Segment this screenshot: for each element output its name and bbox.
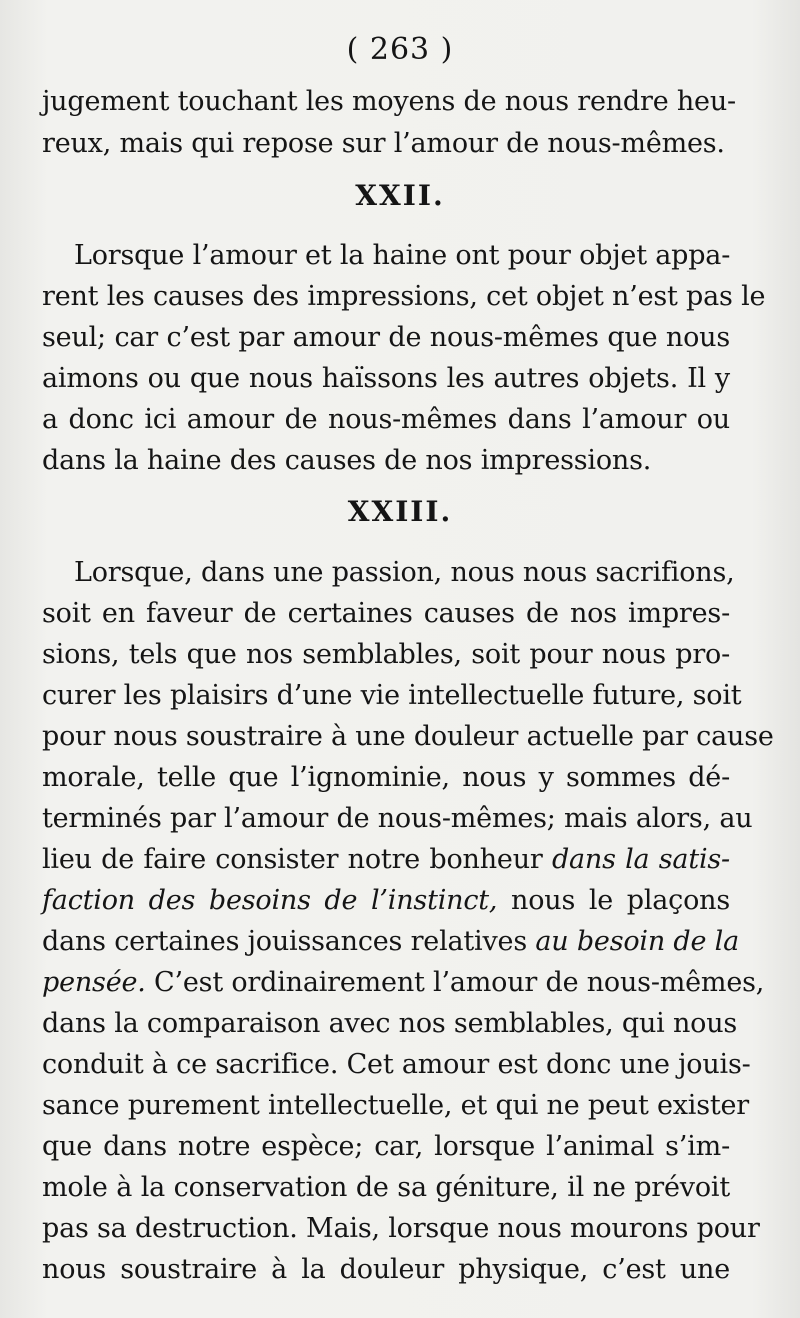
page-number: ( 263 )	[346, 32, 454, 67]
paragraph-xxiii-line-6: morale, telle que l’ignominie, nous y sommes dé-	[42, 762, 730, 793]
paragraph-xxii-line-2: rent les causes des impressions, cet objet n’est pas le	[42, 281, 766, 312]
paragraph-xxii-line-5: a donc ici amour de nous-mêmes dans l’amour ou	[42, 404, 730, 435]
paragraph-xxiii-line-16: mole à la conservation de sa géniture, il ne prévoit	[42, 1172, 730, 1203]
paragraph-xxiii-line-18: nous soustraire à la douleur physique, c’est une	[42, 1254, 730, 1285]
paragraph-xxiii-line-4: curer les plaisirs d’une vie intellectuelle future, soit	[42, 680, 742, 711]
paragraph-xxiii-line-2: soit en faveur de certaines causes de nos impres-	[42, 598, 730, 629]
paragraph-xxiii-line-13: conduit à ce sacrifice. Cet amour est donc une jouis-	[42, 1049, 751, 1080]
paragraph-xxii-line-1: Lorsque l’amour et la haine ont pour objet appa-	[74, 240, 731, 271]
line-10-italic: au besoin de la	[535, 926, 740, 957]
paragraph-xxiii-line-17: pas sa destruction. Mais, lorsque nous mourons pour	[42, 1213, 760, 1244]
line-10-text: dans certaines jouissances relatives	[42, 926, 527, 957]
paragraph-xxii-line-4: aimons ou que nous haïssons les autres objets. Il y	[42, 363, 730, 394]
paragraph-xxiii-line-14: sance purement intellectuelle, et qui ne peut exister	[42, 1090, 750, 1121]
paragraph-xxiii-line-3: sions, tels que nos semblables, soit pour nous pro-	[42, 639, 730, 670]
paragraph-xxiii-line-12: dans la comparaison avec nos semblables, qui nous	[42, 1008, 738, 1039]
paragraph-xxiii-line-1: Lorsque, dans une passion, nous nous sacrifions,	[74, 557, 735, 588]
line-11-italic: pensée.	[42, 967, 146, 998]
line-8-text: lieu de faire consister notre bonheur	[42, 844, 543, 875]
paragraph-xxii-line-3: seul; car c’est par amour de nous-mêmes que nous	[42, 322, 730, 353]
paragraph-xxiii-line-11	[42, 963, 765, 1003]
intro-line-1: jugement touchant les moyens de nous rendre heu-	[42, 86, 736, 117]
intro-line-2: reux, mais qui repose sur l’amour de nous-mêmes.	[42, 128, 725, 159]
paragraph-xxiii-line-15: que dans notre espèce; car, lorsque l’animal s’im-	[42, 1131, 730, 1162]
paragraph-xxiii-line-9	[42, 881, 730, 921]
section-heading-xxiii: XXIII.	[347, 495, 453, 528]
paragraph-xxiii-line-10	[42, 922, 740, 962]
line-9-italic: faction des besoins de l’instinct,	[42, 885, 498, 916]
line-8-italic: dans la satis-	[551, 844, 730, 875]
paragraph-xxii-line-6: dans la haine des causes de nos impressions.	[42, 445, 652, 476]
line-11-text: C’est ordinairement l’amour de nous-mêmes,	[154, 967, 765, 998]
paragraph-xxiii-line-7: terminés par l’amour de nous-mêmes; mais alors, au	[42, 803, 753, 834]
paragraph-xxiii-line-8	[42, 840, 730, 880]
paragraph-xxiii-line-5: pour nous soustraire à une douleur actuelle par cause	[42, 721, 774, 752]
section-heading-xxii: XXII.	[355, 179, 445, 212]
line-9-text: nous le plaçons	[511, 885, 730, 916]
